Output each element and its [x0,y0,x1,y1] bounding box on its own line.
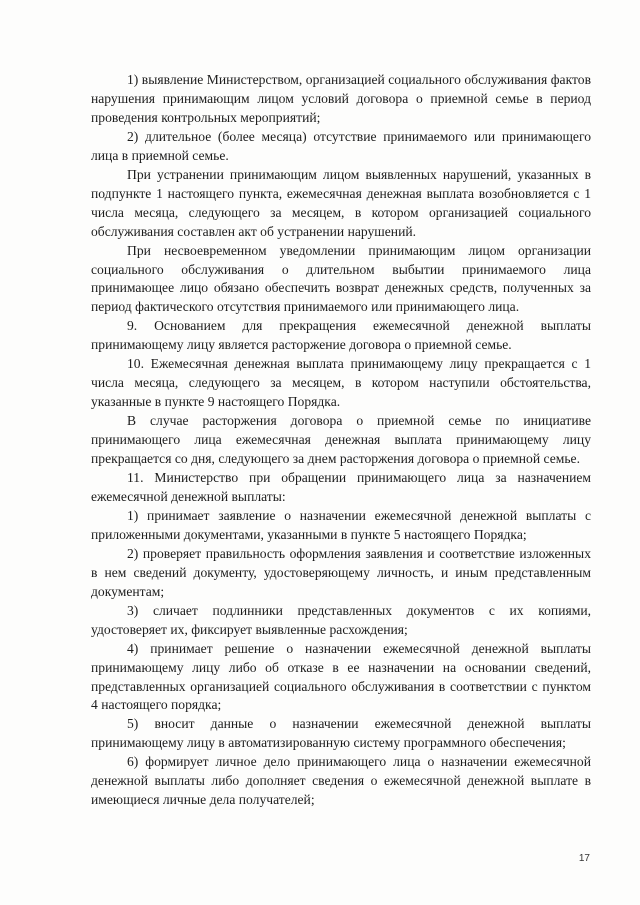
paragraph: 2) длительное (более месяца) отсутствие принимаемого или принимающего лица в приемной семье. [91,128,591,163]
paragraph: В случае расторжения договора о приемной семье по инициативе принимающего лица ежемесячная денежная выплата принимающему лицу прекращается со дня, следующего за днем расторжения договора о приемной семье. [91,413,591,467]
document-body [91,71,591,810]
paragraph: 1) принимает заявление о назначении ежемесячной денежной выплаты с приложенными документами, указанными в пункте 5 настоящего Порядка; [91,507,591,542]
paragraph: 4) принимает решение о назначении ежемесячной денежной выплаты принимающему лицу либо об отказе в ее назначении на основании сведений, представленных организацией социального обслуживания в соответствии с пунктом 4 настоящего порядка; [91,640,591,713]
paragraph: 2) проверяет правильность оформления заявления и соответствие изложенных в нем сведений документу, удостоверяющему личность, и иным представленным документам; [91,545,591,599]
paragraph: 11. Министерство при обращении принимающего лица за назначением ежемесячной денежной выплаты: [91,470,591,504]
paragraph: 10. Ежемесячная денежная выплата принимающему лицу прекращается с 1 числа месяца, следующего за месяцем, в котором наступили обстоятельства, указанные в пункте 9 настоящего Порядка. [91,356,591,410]
paragraph: 5) вносит данные о назначении ежемесячной денежной выплаты принимающему лицу в автоматизированную систему программного обеспечения; [91,716,591,751]
paragraph: 1) выявление Министерством, организацией социального обслуживания фактов нарушения принимающим лицом условий договора о приемной семье в период проведения контрольных мероприятий; [91,72,591,125]
paragraph: 6) формирует личное дело принимающего лица о назначении ежемесячной денежной выплаты либо дополняет сведения о ежемесячной денежной выплате в имеющиеся личные дела получателей; [91,754,591,808]
paragraph: 9. Основанием для прекращения ежемесячной денежной выплаты принимающему лицу является расторжение договора о приемной семье. [91,318,591,353]
paragraph: При устранении принимающим лицом выявленных нарушений, указанных в подпункте 1 настоящего пункта, ежемесячная денежная выплата возобновляется с 1 числа месяца, следующего за месяцем, в котором организацией социального обслуживания составлен акт об устранении нарушений. [91,166,591,239]
paragraph: 3) сличает подлинники представленных документов с их копиями, удостоверяет их, фиксирует выявленные расхождения; [91,602,591,637]
page-number: 17 [578,853,590,864]
paragraph: При несвоевременном уведомлении принимающим лицом организации социального обслуживания о длительном выбытии принимаемого лица принимающее лицо обязано обеспечить возврат денежных средств, полученных за период фактического отсутствия принимаемого или принимающего лица. [91,242,591,315]
